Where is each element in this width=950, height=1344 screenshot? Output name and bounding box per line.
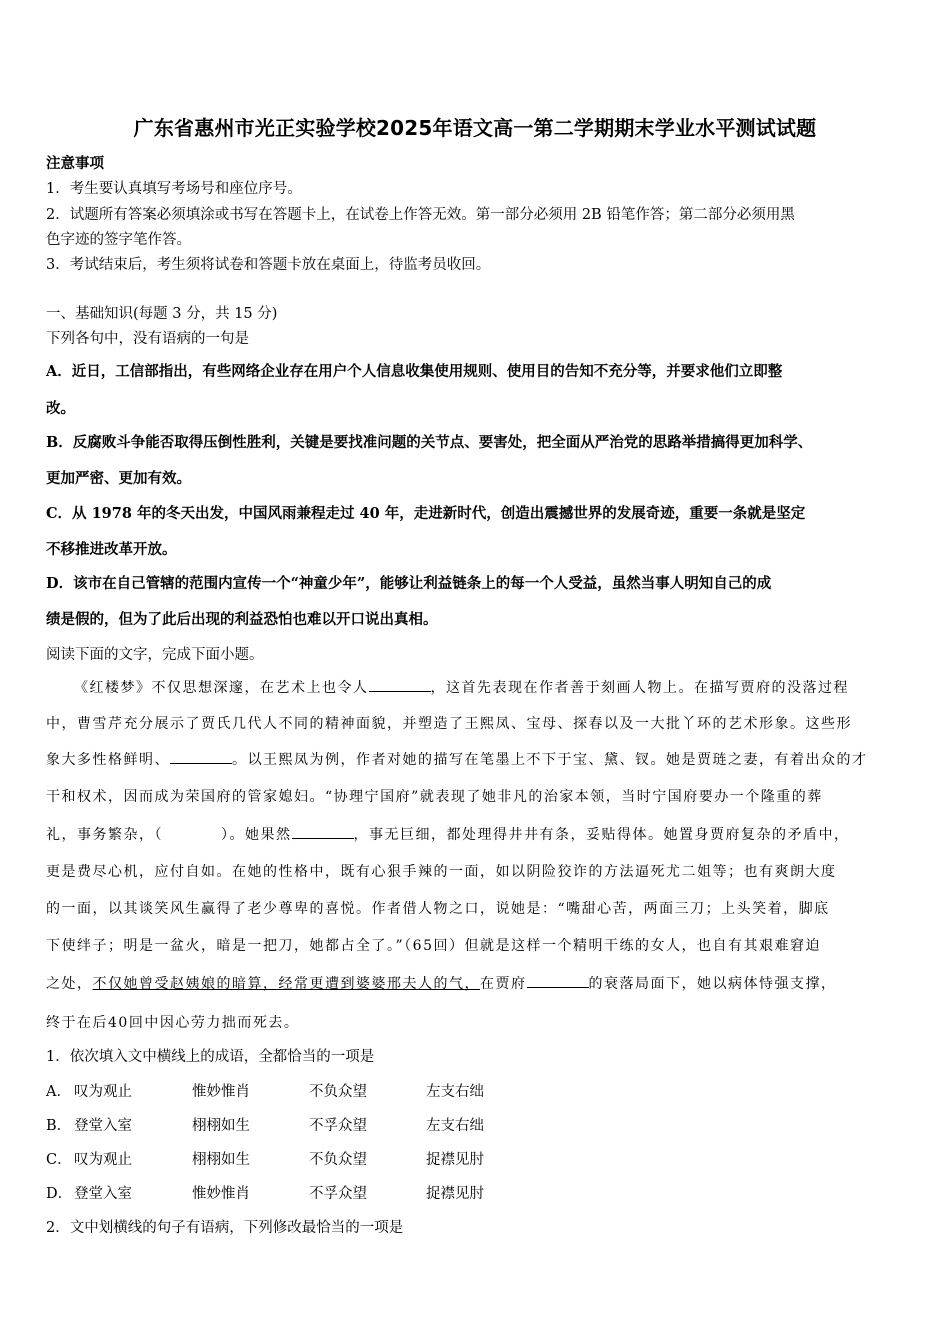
reading-intro: 阅读下面的文字，完成下面小题。 [46,647,264,663]
blank-4 [527,975,589,988]
notice-item: 1．考生要认真填写考场号和座位序号。 [46,181,302,197]
blank-3 [292,826,354,839]
page-title: 广东省惠州市光正实验学校2025年语文高一第二学期期末学业水平测试试题 [133,116,817,140]
question-stem: 下列各句中，没有语病的一句是 [46,331,249,347]
passage-line: 中，曹雪芹充分展示了贾氏几代人不同的精神面貌，并塑造了王熙凤、宝母、探春以及一大批丫环的艺术形象。这些形 [46,716,852,732]
option-b-line2: 更加严密、更加有效。 [46,470,191,487]
passage-line: 《红楼梦》不仅思想深邃，在艺术上也令人 ，这首先表现在作者善于刻画人物上。在描写贾府的没落过程 [74,680,849,696]
option-b-line1: B．反腐败斗争能否取得压倒性胜利，关键是要找准问题的关节点、要害处，把全面从严治党的思路举措搞得更加科学、 [46,434,813,451]
passage-line: 象大多性格鲜明、 。以王熙凤为例，作者对她的描写在笔墨上不下于宝、黛、钗。她是贾琏之妻，有着出众的才 [46,752,868,768]
notice-item: 2．试题所有答案必须填涂或书写在答题卡上，在试卷上作答无效。第一部分必须用 2B 铅笔作答；第二部分必须用黑 [46,207,795,223]
exam-page: 广东省惠州市光正实验学校2025年语文高一第二学期期末学业水平测试试题 注意事项 1．考生要认真填写考场号和座位序号。 2．试题所有答案必须填涂或书写在答题卡上，在试卷上作答无效。第一部分必须用 2B 铅笔作答；第二部分必须用黑 色字迹的签字笔作答。 3．考试结束后，考生须将试卷和答题卡放在桌面上，待监考员收回。 一、基础知识(每题 3 分，共 15 分) 下列各句中，没有语病的一句是 A．近日，工信部指出，有些网络企业存在用户个人信息收集使用规则、使用目的告知不充分等，并要求他们立即整 改。 B．反腐败斗争能否取得压倒性胜利，关键是要找准问题的关节点、要害处，把全面从严治党的思路举措搞得更加科学、 更加严密、更加有效。 C．从 1978 年的冬天出发，中国风雨兼程走过 40 年，走进新时代，创造出震撼世界的发展奇迹，重要一条就是坚定 不移推进改革开放。 D．该市在自己管辖的范围内宣传一个“神童少年”，能够让利益链条上的每一个人受益，虽然当事人明知自己的成 绩是假的，但为了此后出现的利益恐怕也难以开口说出真相。 阅读下面的文字，完成下面小题。 《红楼梦》不仅思想深邃，在艺术上也令人 ，这首先表现在作者善于刻画人物上。在描写贾府的没落过程 中，曹雪芹充分展示了贾氏几代人不同的精神面貌，并塑造了王熙凤、宝母、探春以及一大批丫环的艺术形象。这些形 象大多性格鲜明、 。以王熙凤为例，作者对她的描写在笔墨上不下于宝、黛、钗。她是贾琏之妻，有着出众的才 干和权术，因而成为荣国府的管家媳妇。“协理宁国府”就表现了她非凡的治家本领，当时宁国府要办一个隆重的葬 礼，事务繁杂，（ ）。她果然 ，事无巨细，都处理得井井有条，妥贴得体。她置身贾府复杂的矛盾中， 更是费尽心机，应付自如。在她的性格中，既有心狠手辣的一面，如以阴险狡诈的方法逼死尤二姐等；也有爽朗大度 的一面，以其谈笑风生赢得了老少尊卑的喜悦。作者借人物之口，说她是：“嘴甜心苦，两面三刀；上头笑着，脚底 下使绊子；明是一盆火，暗是一把刀，她都占全了。”（65回）但就是这样一个精明干练的女人，也自有其艰难窘迫 之处，不仅她曾受赵姨娘的暗算，经常更遭到婆婆邢夫人的气，在贾府 的衰落局面下，她以病体恃强支撑， 终于在后40回中因心劳力拙而死去。 1．依次填入文中横线上的成语，全都恰当的一项是 A． 叹为观止 惟妙惟肖 不负众望 左支右绌 B． 登堂入室 栩栩如生 不孚众望 左支右绌 C． 叹为观止 栩栩如生 不负众望 捉襟见肘 D． 登堂入室 惟妙惟肖 不孚众望 捉襟见肘 2．文中划横线的句子有语病，下列修改最恰当的一项是 [0,0,950,1344]
blank-1 [369,679,431,692]
passage-line: 之处，不仅她曾受赵姨娘的暗算，经常更遭到婆婆邢夫人的气，在贾府 的衰落局面下，她以病体恃强支撑， [46,976,837,992]
passage-line: 礼，事务繁杂，（ ）。她果然 ，事无巨细，都处理得井井有条，妥贴得体。她置身贾府复杂的矛盾中， [46,827,850,843]
section-heading: 一、基础知识(每题 3 分，共 15 分) [46,306,278,322]
passage-line: 下使绊子；明是一盆火，暗是一把刀，她都占全了。”（65回）但就是这样一个精明干练的女人，也自有其艰难窘迫 [46,938,821,954]
option-a-line2: 改。 [46,400,75,417]
option-c-line2: 不移推进改革开放。 [46,541,177,558]
notice-item: 3．考试结束后，考生须将试卷和答题卡放在桌面上，待监考员收回。 [46,257,491,273]
q1-stem: 1．依次填入文中横线上的成语，全都恰当的一项是 [46,1049,375,1065]
blank-2 [170,751,232,764]
passage-line: 干和权术，因而成为荣国府的管家媳妇。“协理宁国府”就表现了她非凡的治家本领，当时宁国府要办一个隆重的葬 [46,789,823,805]
notice-heading: 注意事项 [46,155,104,172]
option-d-line2: 绩是假的，但为了此后出现的利益恐怕也难以开口说出真相。 [46,611,438,628]
passage-line: 更是费尽心机，应付自如。在她的性格中，既有心狠手辣的一面，如以阴险狡诈的方法逼死尤二姐等；也有爽朗大度 [46,864,837,880]
q2-stem: 2．文中划横线的句子有语病，下列修改最恰当的一项是 [46,1220,404,1236]
option-a-line1: A．近日，工信部指出，有些网络企业存在用户个人信息收集使用规则、使用目的告知不充分等，并要求他们立即整 [46,363,783,380]
option-d-line1: D．该市在自己管辖的范围内宣传一个“神童少年”，能够让利益链条上的每一个人受益，虽然当事人明知自己的成 [46,575,772,592]
option-c-line1: C．从 1978 年的冬天出发，中国风雨兼程走过 40 年，走进新时代，创造出震撼世界的发展奇迹，重要一条就是坚定 [46,505,806,522]
notice-item: 色字迹的签字笔作答。 [46,232,191,248]
underlined-sentence: 不仅她曾受赵姨娘的暗算，经常更遭到婆婆邢夫人的气， [92,976,480,992]
passage-line: 的一面，以其谈笑风生赢得了老少尊卑的喜悦。作者借人物之口，说她是：“嘴甜心苦，两面三刀；上头笑着，脚底 [46,901,830,917]
passage-line: 终于在后40回中因心劳力拙而死去。 [46,1015,300,1031]
